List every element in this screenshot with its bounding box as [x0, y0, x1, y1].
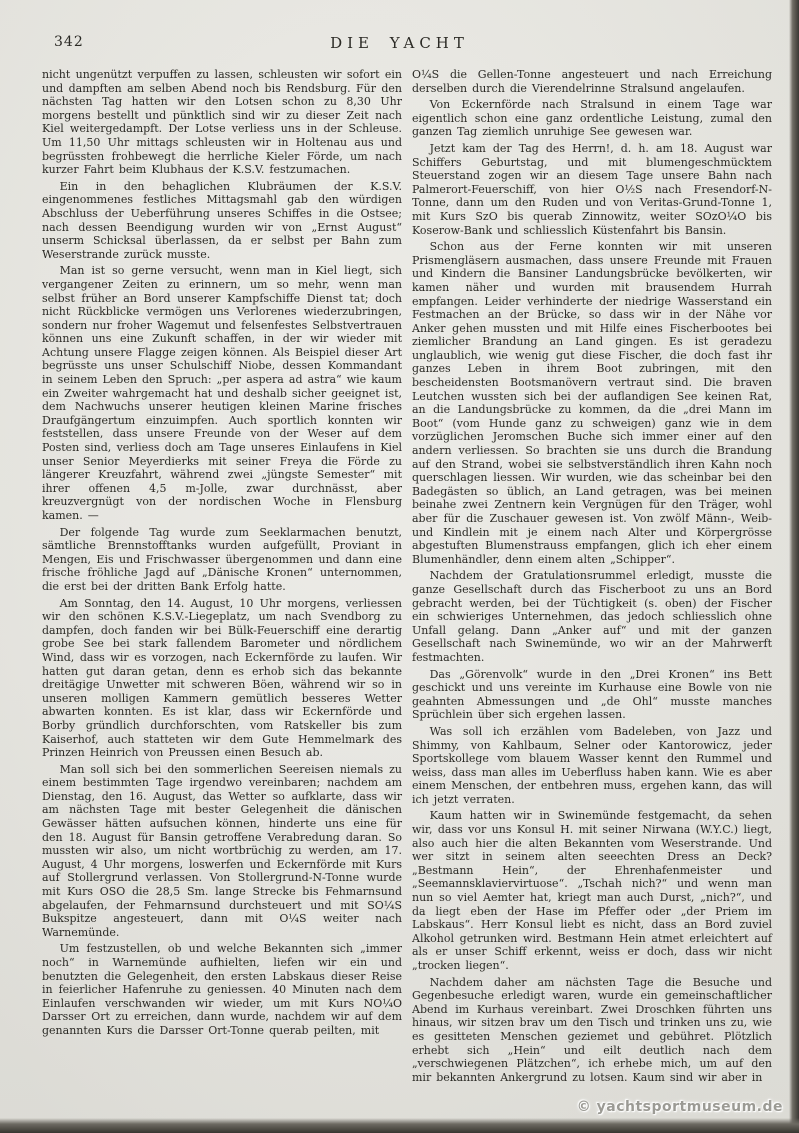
archive-watermark: © yachtsportmuseum.de	[576, 1099, 783, 1115]
page-number: 342	[54, 34, 84, 50]
paragraph: Das „Görenvolk“ wurde in den „Drei Kronen“ ins Bett geschickt und uns vereinte im Kurhause eine Bowle von nie geahnten Abmessungen und „de Ohl“ musste manches Sprüchlein über sich ergehen lassen.	[412, 667, 772, 722]
article-body	[42, 68, 772, 1087]
paragraph: Jetzt kam der Tag des Herrn!, d. h. am 18. August war Schiffers Geburtstag, und mit blumengeschmücktem Steuerstand zogen wir an diesem Tage unsere Bahn nach Palmerort-Feuerschiff, von hier O½S nach Fresendorf-N-Tonne, dann um den Ruden und von Veritas-Grund-Tonne 1, mit Kurs SzO bis querab Zinnowitz, weiter SOzO¼O bis Koserow-Bank und schliesslich Küstenfahrt bis Bansin.	[412, 141, 772, 237]
paragraph: Am Sonntag, den 14. August, 10 Uhr morgens, verliessen wir den schönen K.S.V.-Liegeplatz, um nach Svendborg zu dampfen, doch fanden wir bei Bülk-Feuerschiff eine derartig grobe See bei stark fallendem Barometer und nördlichem Wind, dass wir es vorzogen, nach Eckernförde zu laufen. Wir hatten gut daran getan, denn es erhob sich das bekannte dreitägige Unwetter mit schweren Böen, während wir so in unseren molligen Kammern gemütlich besseres Wetter abwarten konnten. Es ist klar, dass wir Eckernförde und Borby gründlich durchforschten, vom Ratskeller bis zum Kaiserhof, auch statteten wir dem Gute Hemmelmark des Prinzen Heinrich von Preussen einen Besuch ab.	[42, 596, 402, 760]
paragraph: Schon aus der Ferne konnten wir mit unseren Prismengläsern ausmachen, dass unsere Freunde mit Frauen und Kindern die Bansiner Landungsbrücke bevölkerten, wir kamen näher und wurden mit brausendem Hurrah empfangen. Leider verhinderte der niedrige Wasserstand ein Festmachen an der Brücke, so dass wir in der Nähe vor Anker gehen mussten und mit Hilfe eines Fischerbootes bei ziemlicher Brandung an Land gingen. Es ist geradezu unglaublich, wie wenig gut diese Fischer, die doch fast ihr ganzes Leben in ihrem Boot zubringen, mit den bescheidensten Bootsmanövern vertraut sind. Die braven Leutchen wussten sich bei der auflandigen See keinen Rat, an die Landungsbrücke zu kommen, da die „drei Mann im Boot“ (vom Hunde ganz zu schweigen) ganz wie in dem vorzüglichen Jeromschen Buche sich immer einer auf den andern verliessen. So brachten sie uns durch die Brandung auf den Strand, wobei sie selbstverständlich ihren Kahn noch querschlagen liessen. Wir wurden, wie das scheinbar bei den Badegästen so üblich, an Land getragen, was bei meinen beinahe zwei Zentnern kein Vergnügen für den Träger, wohl aber für die Zuschauer gewesen ist. Von zwölf Männ-, Weib- und Kindlein mit je einem nach Alter und Körpergrösse abgestuften Blumenstrauss empfangen, glich ich eher einem Blumenhändler, denn einem alten „Schipper“.	[412, 240, 772, 566]
page-header	[0, 34, 799, 58]
column-right	[412, 68, 772, 1087]
paragraph: Nachdem daher am nächsten Tage die Besuche und Gegenbesuche erledigt waren, wurde ein gemeinschaftlicher Abend im Kurhaus vereinbart. Zwei Droschken führten uns hinaus, wir sitzen brav um den Tisch und trinken uns zu, wie es gesitteten Menschen geziemet und gebühret. Plötzlich erhebt sich „Hein“ und eilt deutlich nach dem „verschwiegenen Plätzchen“, ich erhebe mich, um auf den mir bekannten Ankergrund zu lotsen. Kaum sind wir aber in	[412, 975, 772, 1084]
journal-title: DIE YACHT	[330, 34, 469, 52]
paragraph: Was soll ich erzählen vom Badeleben, von Jazz und Shimmy, von Kahlbaum, Selner oder Kantorowicz, jeder Sportskollege vom blauem Wasser kennt den Rummel und weiss, dass man alles im Ueberfluss haben kann. Wie es aber einem Menschen, der entbehren muss, ergehen kann, das will ich jetzt verraten.	[412, 724, 772, 806]
paragraph: O¼S die Gellen-Tonne angesteuert und nach Erreichung derselben durch die Vierendelrinne Stralsund angelaufen.	[412, 68, 772, 95]
paragraph: nicht ungenützt verpuffen zu lassen, schleusten wir sofort ein und dampften am selben Abend noch bis Rendsburg. Für den nächsten Tag hatten wir den Lotsen schon zu 8,30 Uhr morgens bestellt und pünktlich sind wir zu dieser Zeit nach Kiel weitergedampft. Der Lotse verliess uns in der Schleuse. Um 11,50 Uhr mittags schleusten wir in Holtenau aus und begrüssten frohbewegt die herrliche Kieler Förde, um nach kurzer Fahrt beim Klubhaus der K.S.V. festzumachen.	[42, 68, 402, 177]
scan-edge-right	[789, 0, 799, 1133]
paragraph: Um festzustellen, ob und welche Bekannten sich „immer noch“ in Warnemünde aufhielten, liefen wir ein und benutzten die Gelegenheit, den ersten Labskaus dieser Reise in feierlicher Hafenruhe zu geniessen. 40 Minuten nach dem Einlaufen verschwanden wir wieder, um mit Kurs NO¼O Darsser Ort zu erreichen, dann wurde, nachdem wir auf dem genannten Kurs die Darsser Ort-Tonne querab peilten, mit	[42, 942, 402, 1037]
paragraph: Ein in den behaglichen Klubräumen der K.S.V. eingenommenes festliches Mittagsmahl gab den würdigen Abschluss der Ueberführung unseres Schiffes in die Ostsee; nach dessen Beendigung wurden wir von „Ernst August“ unserm Schicksal überlassen, da er selbst per Bahn zum Weserstrande zurück musste.	[42, 179, 402, 261]
column-left	[42, 68, 402, 1087]
paragraph: Nachdem der Gratulationsrummel erledigt, musste die ganze Gesellschaft durch das Fischerboot zu uns an Bord gebracht werden, bei der Tüchtigkeit (s. oben) der Fischer ein schwieriges Unternehmen, das jedoch schliesslich ohne Unfall gelang. Dann „Anker auf“ und mit der ganzen Gesellschaft nach Swinemünde, wo wir an der Mahrwerft festmachten.	[412, 569, 772, 664]
paragraph: Von Eckernförde nach Stralsund in einem Tage war eigentlich schon eine ganz ordentliche Leistung, zumal den ganzen Tag ziemlich unruhige See gewesen war.	[412, 98, 772, 139]
paragraph: Man ist so gerne versucht, wenn man in Kiel liegt, sich vergangener Zeiten zu erinnern, um so mehr, wenn man selbst früher an Bord unserer Kampfschiffe Dienst tat; doch nicht Rückblicke vermögen uns Verlorenes wiederzubringen, sondern nur froher Wagemut und felsenfestes Selbstvertrauen können uns eine Zukunft schaffen, in der wir wieder mit Achtung unsere Flagge zeigen können. Als Beispiel dieser Art begrüsste uns unser Schulschiff Niobe, dessen Kommandant in seinem Leben den Spruch: „per aspera ad astra“ wie kaum ein Zweiter wahrgemacht hat und deshalb sicher geeignet ist, dem Nachwuchs unserer heutigen kleinen Marine frisches Draufgängertum einzuimpfen. Auch sportlich konnten wir feststellen, dass unsere Freunde von der Weser auf dem Posten sind, verliess doch am Tage unseres Einlaufens in Kiel unser Senior Meyerdierks mit seiner Freya die Förde zu längerer Kreuzfahrt, während zwei „jüngste Semester“ mit ihrer offenen 4,5 m-Jolle, zwar durchnässt, aber kreuzvergnügt von der nordischen Woche in Flensburg kamen. —	[42, 264, 402, 522]
paragraph: Kaum hatten wir in Swinemünde festgemacht, da sehen wir, dass vor uns Konsul H. mit seiner Nirwana (W.Y.C.) liegt, also auch hier die alten Bekannten vom Weserstrande. Und wer sitzt in seinem alten seeechten Dress an Deck? „Bestmann Hein“, der Ehrenhafenmeister und „Seemannsklaviervirtuose“. „Tschah nich?“ und wenn man nun so viel Aemter hat, kriegt man auch Durst, „nich?“, und da liegt eben der Hase im Pfeffer oder „der Priem im Labskaus“. Herr Konsul liebt es nicht, dass an Bord zuviel Alkohol getrunken wird. Bestmann Hein atmet erleichtert auf als er unser Schiff erkennt, weiss er doch, dass wir nicht „trocken liegen“.	[412, 809, 772, 972]
scan-edge-bottom	[0, 1118, 799, 1133]
paragraph: Man soll sich bei den sommerlichen Seereisen niemals zu einem bestimmten Tage irgendwo vereinbaren; nachdem am Dienstag, den 16. August, das Wetter so aufklarte, dass wir am nächsten Tage mit bester Gelegenheit die dänischen Gewässer hätten aufsuchen können, hinderte uns eine für den 18. August für Bansin getroffene Verabredung daran. So mussten wir also, um nicht wortbrüchig zu werden, am 17. August, 4 Uhr morgens, loswerfen und Eckernförde mit Kurs auf Stollergrund verlassen. Von Stollergrund-N-Tonne wurde mit Kurs OSO die 28,5 Sm. lange Strecke bis Fehmarnsund abgelaufen, der Fehmarnsund durchsteuert und mit SO¼S Bukspitze angesteuert, dann mit O¼S weiter nach Warnemünde.	[42, 762, 402, 939]
paragraph: Der folgende Tag wurde zum Seeklarmachen benutzt, sämtliche Brennstofftanks wurden aufgefüllt, Proviant in Mengen, Eis und Frischwasser übergenommen und dann eine frische fröhliche Jagd auf „Dänische Kronen“ unternommen, die erst bei der dritten Bank Erfolg hatte.	[42, 525, 402, 593]
